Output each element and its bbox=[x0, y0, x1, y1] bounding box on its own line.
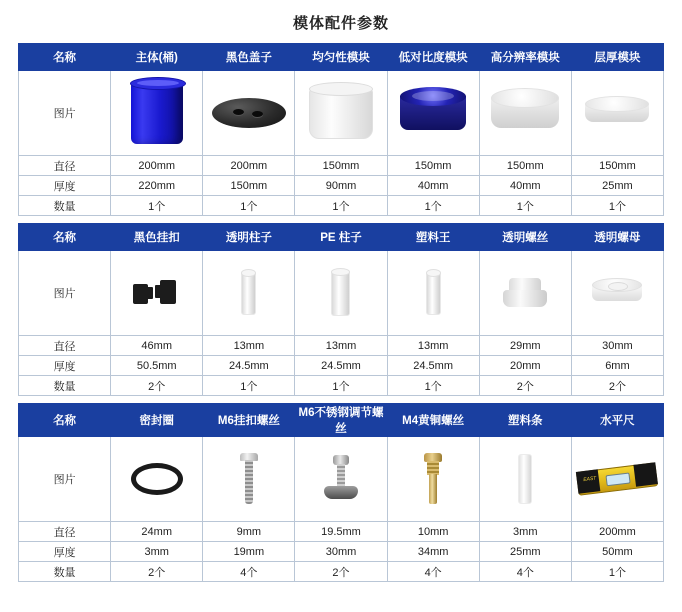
table-spacer bbox=[18, 216, 664, 223]
diameter-cell: 200mm bbox=[571, 522, 663, 542]
product-image-cell bbox=[571, 251, 663, 336]
white-disc-icon bbox=[491, 98, 559, 128]
thickness-cell: 25mm bbox=[479, 542, 571, 562]
thickness-cell: 90mm bbox=[295, 176, 387, 196]
m4-brass-screw-icon bbox=[424, 453, 442, 505]
thickness-cell: 40mm bbox=[479, 176, 571, 196]
header-cell-label: 名称 bbox=[19, 404, 111, 437]
product-image-cell bbox=[479, 437, 571, 522]
table-row bbox=[19, 156, 664, 176]
table-row bbox=[19, 251, 664, 336]
table-row bbox=[19, 44, 664, 71]
row-label-thickness: 厚度 bbox=[19, 542, 111, 562]
table-row bbox=[19, 404, 664, 437]
product-image-cell bbox=[111, 251, 203, 336]
spirit-level-icon bbox=[576, 462, 658, 496]
product-image-cell bbox=[387, 251, 479, 336]
product-image-cell bbox=[387, 71, 479, 156]
diameter-cell: 24mm bbox=[111, 522, 203, 542]
header-cell: 密封圈 bbox=[111, 404, 203, 437]
thickness-cell: 24.5mm bbox=[295, 356, 387, 376]
row-label-diameter: 直径 bbox=[19, 336, 111, 356]
diameter-cell: 30mm bbox=[571, 336, 663, 356]
m6-screw-icon bbox=[240, 453, 258, 505]
header-cell: 黑色盖子 bbox=[203, 44, 295, 71]
diameter-cell: 200mm bbox=[111, 156, 203, 176]
header-cell: 水平尺 bbox=[571, 404, 663, 437]
thickness-cell: 150mm bbox=[203, 176, 295, 196]
diameter-cell: 150mm bbox=[295, 156, 387, 176]
header-cell: 均匀性模块 bbox=[295, 44, 387, 71]
product-image-cell bbox=[111, 71, 203, 156]
quantity-cell: 2个 bbox=[571, 376, 663, 396]
thickness-cell: 24.5mm bbox=[203, 356, 295, 376]
o-ring-icon bbox=[131, 463, 183, 495]
row-label-quantity: 数量 bbox=[19, 562, 111, 582]
product-image-cell bbox=[571, 71, 663, 156]
table-row bbox=[19, 176, 664, 196]
row-label-thickness: 厚度 bbox=[19, 176, 111, 196]
thickness-cell: 6mm bbox=[571, 356, 663, 376]
header-cell: 塑料王 bbox=[387, 224, 479, 251]
header-cell-label: 名称 bbox=[19, 224, 111, 251]
header-cell: 透明柱子 bbox=[203, 224, 295, 251]
product-image-cell bbox=[295, 437, 387, 522]
level-brand-label: EAST bbox=[583, 475, 598, 484]
plastic-strip-icon bbox=[518, 454, 532, 504]
page-title: 模体配件参数 bbox=[292, 15, 389, 32]
diameter-cell: 29mm bbox=[479, 336, 571, 356]
table-row bbox=[19, 356, 664, 376]
product-image-cell bbox=[203, 251, 295, 336]
product-image-cell bbox=[111, 437, 203, 522]
product-image-cell bbox=[387, 437, 479, 522]
row-label-image: 图片 bbox=[19, 71, 111, 156]
quantity-cell: 1个 bbox=[387, 376, 479, 396]
diameter-cell: 13mm bbox=[387, 336, 479, 356]
quantity-cell: 4个 bbox=[203, 562, 295, 582]
header-cell: 透明螺母 bbox=[571, 224, 663, 251]
thickness-cell: 50.5mm bbox=[111, 356, 203, 376]
quantity-cell: 1个 bbox=[295, 376, 387, 396]
diameter-cell: 13mm bbox=[203, 336, 295, 356]
m6-adjuster-screw-icon bbox=[324, 455, 358, 503]
header-cell: 黑色挂扣 bbox=[111, 224, 203, 251]
spec-table-2 bbox=[18, 223, 664, 396]
plastic-post-icon bbox=[426, 271, 441, 315]
quantity-cell: 1个 bbox=[571, 196, 663, 216]
diameter-cell: 3mm bbox=[479, 522, 571, 542]
table-row bbox=[19, 196, 664, 216]
row-label-quantity: 数量 bbox=[19, 196, 111, 216]
clear-nut-icon bbox=[592, 285, 642, 301]
quantity-cell: 1个 bbox=[571, 562, 663, 582]
header-cell: 主体(桶) bbox=[111, 44, 203, 71]
product-image-cell bbox=[479, 71, 571, 156]
table-row bbox=[19, 336, 664, 356]
diameter-cell: 19.5mm bbox=[295, 522, 387, 542]
product-image-cell bbox=[295, 251, 387, 336]
row-label-image: 图片 bbox=[19, 251, 111, 336]
product-image-cell bbox=[295, 71, 387, 156]
product-image-cell bbox=[571, 437, 663, 522]
row-label-thickness: 厚度 bbox=[19, 356, 111, 376]
diameter-cell: 150mm bbox=[387, 156, 479, 176]
thickness-cell: 34mm bbox=[387, 542, 479, 562]
quantity-cell: 1个 bbox=[387, 196, 479, 216]
quantity-cell: 1个 bbox=[295, 196, 387, 216]
thickness-cell: 50mm bbox=[571, 542, 663, 562]
white-thin-disc-icon bbox=[585, 104, 649, 122]
clear-post-icon bbox=[241, 271, 256, 315]
thickness-cell: 24.5mm bbox=[387, 356, 479, 376]
white-cylinder-icon bbox=[309, 87, 373, 139]
table-row bbox=[19, 542, 664, 562]
thickness-cell: 25mm bbox=[571, 176, 663, 196]
product-image-cell bbox=[203, 437, 295, 522]
black-lid-icon bbox=[212, 98, 286, 128]
quantity-cell: 4个 bbox=[387, 562, 479, 582]
spec-table-1 bbox=[18, 43, 664, 216]
header-cell: M6不锈钢调节螺丝 bbox=[295, 404, 387, 437]
quantity-cell: 1个 bbox=[203, 196, 295, 216]
header-cell: PE 柱子 bbox=[295, 224, 387, 251]
thickness-cell: 3mm bbox=[111, 542, 203, 562]
blue-disc-icon bbox=[400, 96, 466, 130]
product-image-cell bbox=[203, 71, 295, 156]
diameter-cell: 9mm bbox=[203, 522, 295, 542]
table-row bbox=[19, 71, 664, 156]
header-cell: M6挂扣螺丝 bbox=[203, 404, 295, 437]
pe-post-icon bbox=[331, 270, 350, 316]
header-cell: 塑料条 bbox=[479, 404, 571, 437]
header-cell-label: 名称 bbox=[19, 44, 111, 71]
row-label-diameter: 直径 bbox=[19, 522, 111, 542]
table-row bbox=[19, 437, 664, 522]
quantity-cell: 2个 bbox=[111, 562, 203, 582]
header-cell: 层厚模块 bbox=[571, 44, 663, 71]
black-clips-icon bbox=[133, 280, 181, 306]
header-cell: 高分辨率模块 bbox=[479, 44, 571, 71]
table-row bbox=[19, 224, 664, 251]
table-row bbox=[19, 562, 664, 582]
diameter-cell: 10mm bbox=[387, 522, 479, 542]
thickness-cell: 30mm bbox=[295, 542, 387, 562]
product-image-cell bbox=[479, 251, 571, 336]
spec-table-3 bbox=[18, 403, 664, 582]
header-cell: 透明螺丝 bbox=[479, 224, 571, 251]
quantity-cell: 4个 bbox=[479, 562, 571, 582]
diameter-cell: 46mm bbox=[111, 336, 203, 356]
thickness-cell: 220mm bbox=[111, 176, 203, 196]
row-label-diameter: 直径 bbox=[19, 156, 111, 176]
thickness-cell: 40mm bbox=[387, 176, 479, 196]
diameter-cell: 150mm bbox=[479, 156, 571, 176]
thickness-cell: 20mm bbox=[479, 356, 571, 376]
table-row bbox=[19, 522, 664, 542]
header-cell: 低对比度模块 bbox=[387, 44, 479, 71]
quantity-cell: 1个 bbox=[479, 196, 571, 216]
blue-bucket-icon bbox=[131, 82, 183, 144]
thickness-cell: 19mm bbox=[203, 542, 295, 562]
row-label-quantity: 数量 bbox=[19, 376, 111, 396]
quantity-cell: 1个 bbox=[111, 196, 203, 216]
header-cell: M4黄铜螺丝 bbox=[387, 404, 479, 437]
diameter-cell: 13mm bbox=[295, 336, 387, 356]
diameter-cell: 200mm bbox=[203, 156, 295, 176]
quantity-cell: 1个 bbox=[203, 376, 295, 396]
table-row bbox=[19, 376, 664, 396]
quantity-cell: 2个 bbox=[111, 376, 203, 396]
quantity-cell: 2个 bbox=[295, 562, 387, 582]
table-spacer bbox=[18, 396, 664, 403]
clear-screw-cap-icon bbox=[503, 278, 547, 308]
row-label-image: 图片 bbox=[19, 437, 111, 522]
quantity-cell: 2个 bbox=[479, 376, 571, 396]
diameter-cell: 150mm bbox=[571, 156, 663, 176]
